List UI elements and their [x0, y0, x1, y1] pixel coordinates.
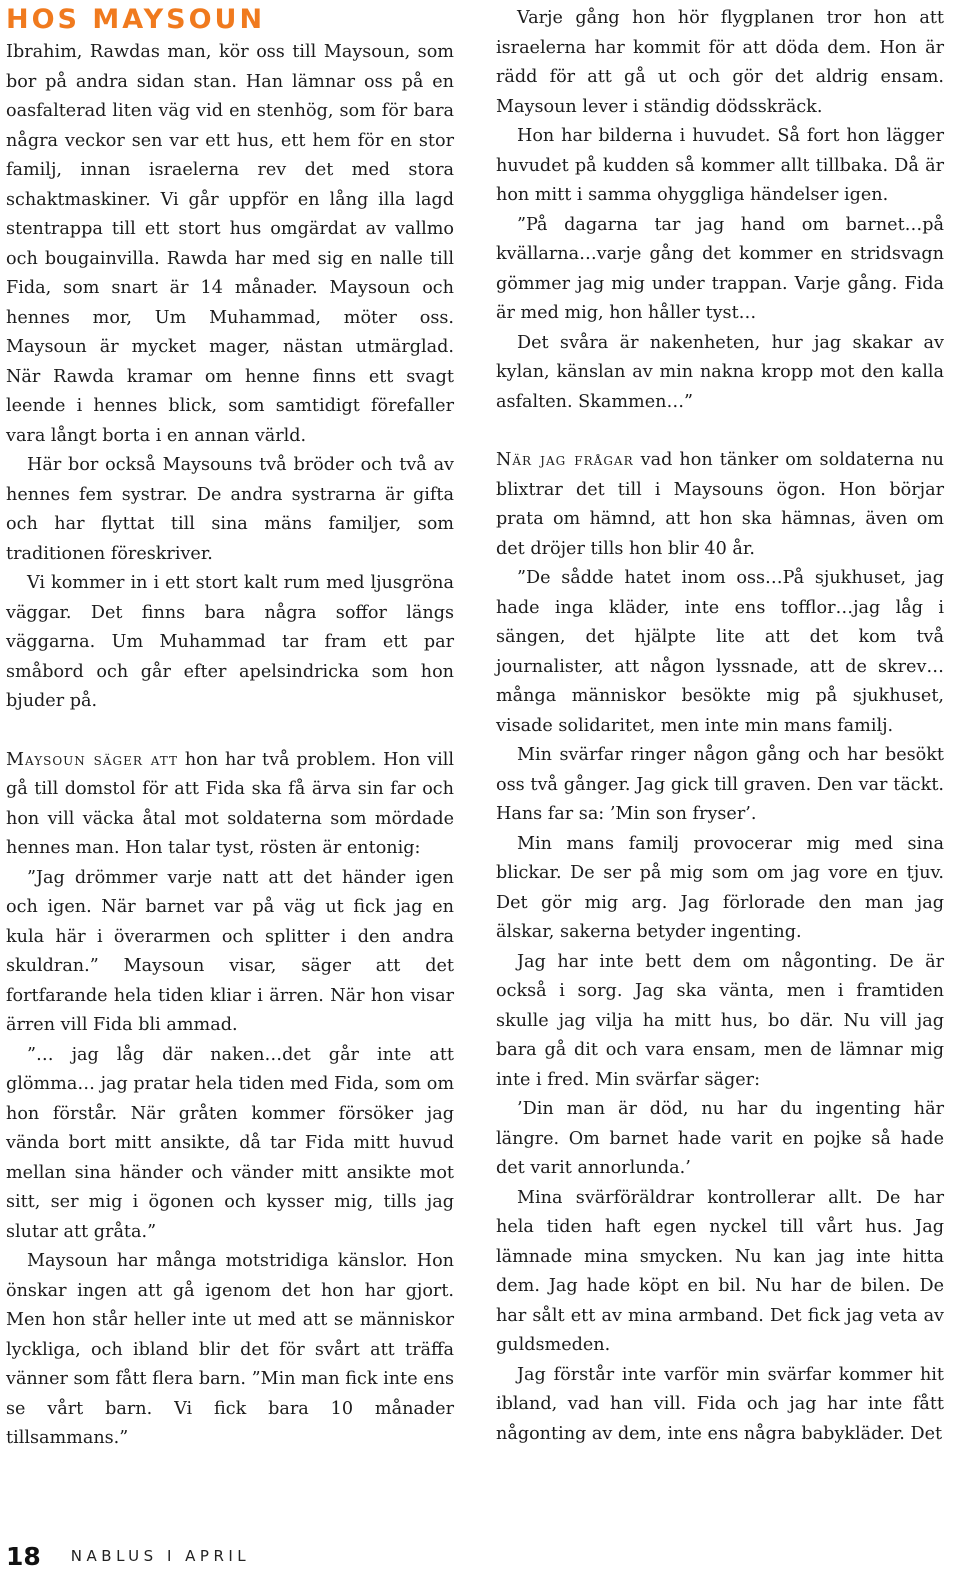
paragraph-lead-in: När jag frågar [496, 450, 634, 470]
paragraph [496, 446, 944, 564]
paragraph [496, 564, 944, 741]
paragraph-text: Det svåra är nakenheten, hur jag skakar av kylan, känslan av min nakna kropp mot den kalla asfalten. Skammen…” [496, 332, 944, 412]
paragraph [496, 1184, 944, 1361]
paragraph-lead-in: Maysoun säger att [6, 749, 178, 770]
paragraph-text: ”På dagarna tar jag hand om barnet…på kvällarna…varje gång det kommer en stridsvagn gömmer jag mig under trappan. Varje gång. Fida är med mig, hon håller tyst… [496, 214, 944, 323]
paragraph [496, 1095, 944, 1184]
paragraph [496, 830, 944, 948]
article-heading: HOS MAYSOUN [6, 4, 266, 35]
paragraph [496, 211, 944, 329]
paragraph [6, 38, 454, 451]
paragraph-text: Mina svärföräldrar kontrollerar allt. De har hela tiden haft egen nyckel till vårt hus. Jag lämnade mina smycken. Nu kan jag inte hitta dem. Jag hade köpt en bil. Nu har de bilen. De har sålt ett av mina armband. Det fick jag veta av guldsmeden. [496, 1187, 944, 1355]
section-title: NABLUS I APRIL [70, 1547, 251, 1565]
paragraph-text: Jag har inte bett dem om någonting. De är också i sorg. Jag ska vänta, men i framtiden skulle jag vilja ha mitt hus, bo där. Nu vill jag bara gå dit och vara ensam, men de lämnar mig inte i fred. Min svärfar säger: [496, 951, 944, 1090]
paragraph-text: Jag förstår inte varför min svärfar kommer hit ibland, vad han vill. Fida och jag har inte fått någonting av dem, inte ens några babykläder. Det [496, 1364, 944, 1444]
paragraph-text: Min svärfar ringer någon gång och har besökt oss två gånger. Jag gick till graven. Den var täckt. Hans far sa: ’Min son fryser’. [496, 745, 944, 824]
paragraph-text: Min mans familj provocerar mig med sina blickar. De ser på mig som om jag vore en tjuv. Det gör mig arg. Jag förlorade den man jag älskar, sakerna betyder ingenting. [496, 833, 944, 942]
paragraph-text: Här bor också Maysouns två bröder och två av hennes fem systrar. De andra systrarna är gifta och har flyttat till sina mäns familjer, som traditionen föreskriver. [6, 455, 454, 564]
paragraph-text: ”Jag drömmer varje natt att det händer igen och igen. När barnet var på väg ut fick jag en kula här i överarmen och splitter i den andra skuldran.” Maysoun visar, säger att det fortfarande hela tiden kliar i ärren. När hon visar ärren vill Fida bli ammad. [6, 867, 454, 1035]
paragraph-text: Maysoun har många motstridiga känslor. Hon önskar ingen att gå igenom det hon har gjort. Men hon står heller inte ut med att se människor lyckliga, och ibland blir det för svårt att träffa vänner som fått flera barn. ”Min man fick inte ens se vårt barn. Vi fick bara 10 månader tillsammans.” [6, 1251, 454, 1448]
page-footer [6, 1536, 250, 1576]
paragraph [496, 1361, 944, 1450]
paragraph [6, 451, 454, 569]
paragraph-text: vad hon tänker om soldaterna nu blixtrar det till i Maysouns ögon. Hon börjar prata om hämnd, att hon ska hämnas, även om det dröjer tills hon blir 40 år. [496, 450, 944, 559]
paragraph-text: Vi kommer in i ett stort kalt rum med ljusgröna väggar. Det finns bara några soffor längs väggarna. Um Muhammad tar fram ett par småbord och går efter apelsindricka som hon bjuder på. [6, 573, 454, 711]
paragraph-text: Varje gång hon hör flygplanen tror hon att israelerna har kommit för att döda dem. Hon är rädd för att gå ut och gör det aldrig ensam. Maysoun lever i ständig dödsskräck. [496, 8, 944, 117]
page-number: 18 [6, 1541, 41, 1571]
paragraph [6, 569, 454, 717]
paragraph [496, 741, 944, 830]
paragraph [6, 1247, 454, 1454]
paragraph-text: Hon har bilderna i huvudet. Så fort hon lägger huvudet på kudden så kommer allt tillbaka. Då är hon mitt i samma ohyggliga händelser igen. [496, 126, 944, 205]
paragraph [496, 122, 944, 211]
paragraph [6, 1041, 454, 1248]
paragraph [6, 864, 454, 1041]
paragraph-text: Ibrahim, Rawdas man, kör oss till Maysoun, som bor på andra sidan stan. Han lämnar oss på en oasfalterad liten väg vid en stenhög, som för bara några veckor sen var ett hus, ett hem för en stor familj, innan israelerna rev det med stora schaktmaskiner. Vi går uppför en lång illa lagd stentrappa till ett stort hus omgärdat av vallmo och bougainvilla. Rawda har med sig en nalle till Fida, som snart är 14 månader. Maysoun och hennes mor, Um Muhammad, möter oss. Maysoun är mycket mager, nästan utmärglad. När Rawda kramar om henne finns ett svagt leende i hennes blick, som samtidigt förefaller vara långt borta i en annan värld. [6, 42, 454, 446]
left-column [6, 4, 454, 1454]
paragraph [496, 948, 944, 1096]
paragraph-text: ”… jag låg där naken…det går inte att glömma… jag pratar hela tiden med Fida, som om hon förstår. När gråten kommer försöker jag vända bort mitt ansikte, då tar Fida mitt huvud mellan sina händer och vänder mitt ansikte mot sitt, ser mig i ögonen och kysser mig, tills jag slutar att gråta.” [6, 1044, 454, 1242]
paragraph [496, 4, 944, 122]
paragraph-text: hon har två problem. Hon vill gå till domstol för att Fida ska få ärva sin far och hon vill väcka åtal mot soldaterna som mördade hennes man. Hon talar tyst, rösten är entonig: [6, 749, 455, 858]
right-column [496, 4, 944, 1449]
paragraph [6, 746, 454, 864]
paragraph-text: ”De sådde hatet inom oss…På sjukhuset, jag hade inga kläder, inte ens tofflor…jag låg i sängen, det hjälpte lite att det kom två journalister, att någon lyssnade, att de skrev…många människor besökte mig på sjukhuset, visade solidaritet, men inte min mans familj. [496, 568, 944, 736]
paragraph [496, 329, 944, 418]
paragraph-text: ’Din man är död, nu har du ingenting här längre. Om barnet hade varit en pojke så hade det varit annorlunda.’ [496, 1099, 944, 1178]
